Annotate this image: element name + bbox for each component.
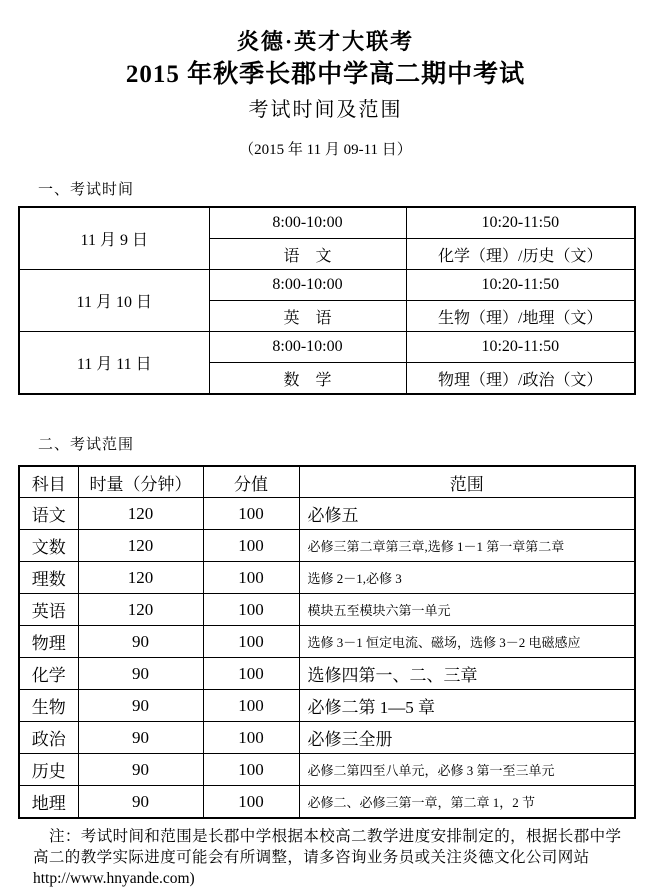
table-row	[19, 498, 635, 530]
section-heading-exam-scope: 二、考试范围	[38, 437, 135, 453]
col-header-duration: 时量（分钟）	[78, 466, 203, 498]
score-cell: 100	[203, 690, 299, 722]
score-cell: 100	[203, 530, 299, 562]
date-cell: 11 月 10 日	[19, 270, 209, 332]
time-cell: 8:00-10:00	[209, 207, 406, 239]
subject-cell: 生物（理）/地理（文）	[406, 301, 635, 332]
subject-cell: 化学（理）/历史（文）	[406, 239, 635, 270]
footnote-url: http://www.hnyande.com)	[33, 870, 195, 887]
subject-cell: 数 学	[209, 363, 406, 395]
range-cell: 必修五	[299, 498, 635, 530]
subject-cell: 政治	[19, 722, 78, 754]
time-cell: 10:20-11:50	[406, 332, 635, 363]
subject-cell: 物理（理）/政治（文）	[406, 363, 635, 395]
table-row	[19, 530, 635, 562]
score-cell: 100	[203, 658, 299, 690]
score-cell: 100	[203, 498, 299, 530]
date-cell: 11 月 9 日	[19, 207, 209, 270]
section-heading-exam-time: 一、考试时间	[38, 182, 135, 198]
exam-date-range: （2015 年 11 月 09-11 日）	[239, 142, 412, 158]
table-header-row	[19, 466, 635, 498]
footnote	[33, 826, 637, 889]
col-header-score: 分值	[203, 466, 299, 498]
range-cell: 必修二第 1—5 章	[299, 690, 635, 722]
exam-title: 2015 年秋季长郡中学高二期中考试	[125, 61, 526, 88]
document-header	[0, 0, 651, 161]
brand-title: 炎德·英才大联考	[236, 29, 415, 54]
range-cell: 必修二第四至八单元，必修 3 第一至三单元	[299, 754, 635, 786]
duration-cell: 120	[78, 530, 203, 562]
range-cell: 选修 3－1 恒定电流、磁场，选修 3－2 电磁感应	[299, 626, 635, 658]
subject-cell: 物理	[19, 626, 78, 658]
score-cell: 100	[203, 722, 299, 754]
document-subtitle: 考试时间及范围	[248, 99, 403, 121]
subject-cell: 英 语	[209, 301, 406, 332]
duration-cell: 90	[78, 786, 203, 819]
duration-cell: 120	[78, 498, 203, 530]
duration-cell: 90	[78, 658, 203, 690]
table-row	[19, 754, 635, 786]
footnote-line: 高二的教学实际进度可能会有所调整，请多咨询业务员或关注炎德文化公司网站	[33, 849, 590, 866]
range-cell: 选修四第一、二、三章	[299, 658, 635, 690]
time-cell: 8:00-10:00	[209, 332, 406, 363]
subject-cell: 文数	[19, 530, 78, 562]
table-row	[19, 626, 635, 658]
range-cell: 模块五至模块六第一单元	[299, 594, 635, 626]
subject-cell: 英语	[19, 594, 78, 626]
duration-cell: 90	[78, 722, 203, 754]
score-cell: 100	[203, 594, 299, 626]
subject-cell: 语 文	[209, 239, 406, 270]
footnote-line: 注：考试时间和范围是长郡中学根据本校高二教学进度安排制定的，根据长郡中学	[49, 828, 622, 845]
range-cell: 必修三全册	[299, 722, 635, 754]
table-row	[19, 207, 635, 239]
time-cell: 8:00-10:00	[209, 270, 406, 301]
table-row	[19, 562, 635, 594]
duration-cell: 120	[78, 594, 203, 626]
subject-cell: 地理	[19, 786, 78, 819]
col-header-subject: 科目	[19, 466, 78, 498]
subject-cell: 语文	[19, 498, 78, 530]
range-cell: 必修三第二章第三章,选修 1－1 第一章第二章	[299, 530, 635, 562]
score-cell: 100	[203, 562, 299, 594]
col-header-range: 范围	[299, 466, 635, 498]
date-cell: 11 月 11 日	[19, 332, 209, 395]
score-cell: 100	[203, 626, 299, 658]
subject-cell: 生物	[19, 690, 78, 722]
table-row	[19, 270, 635, 301]
range-cell: 选修 2－1,必修 3	[299, 562, 635, 594]
time-cell: 10:20-11:50	[406, 270, 635, 301]
score-cell: 100	[203, 786, 299, 819]
duration-cell: 90	[78, 626, 203, 658]
table-row	[19, 658, 635, 690]
time-cell: 10:20-11:50	[406, 207, 635, 239]
table-row	[19, 690, 635, 722]
exam-schedule-table	[18, 206, 636, 395]
table-row	[19, 332, 635, 363]
score-cell: 100	[203, 754, 299, 786]
duration-cell: 90	[78, 754, 203, 786]
range-cell: 必修二、必修三第一章，第二章 1，2 节	[299, 786, 635, 819]
table-row	[19, 786, 635, 819]
duration-cell: 90	[78, 690, 203, 722]
subject-cell: 化学	[19, 658, 78, 690]
duration-cell: 120	[78, 562, 203, 594]
subject-cell: 理数	[19, 562, 78, 594]
exam-scope-table	[18, 465, 636, 819]
table-row	[19, 722, 635, 754]
subject-cell: 历史	[19, 754, 78, 786]
table-row	[19, 594, 635, 626]
